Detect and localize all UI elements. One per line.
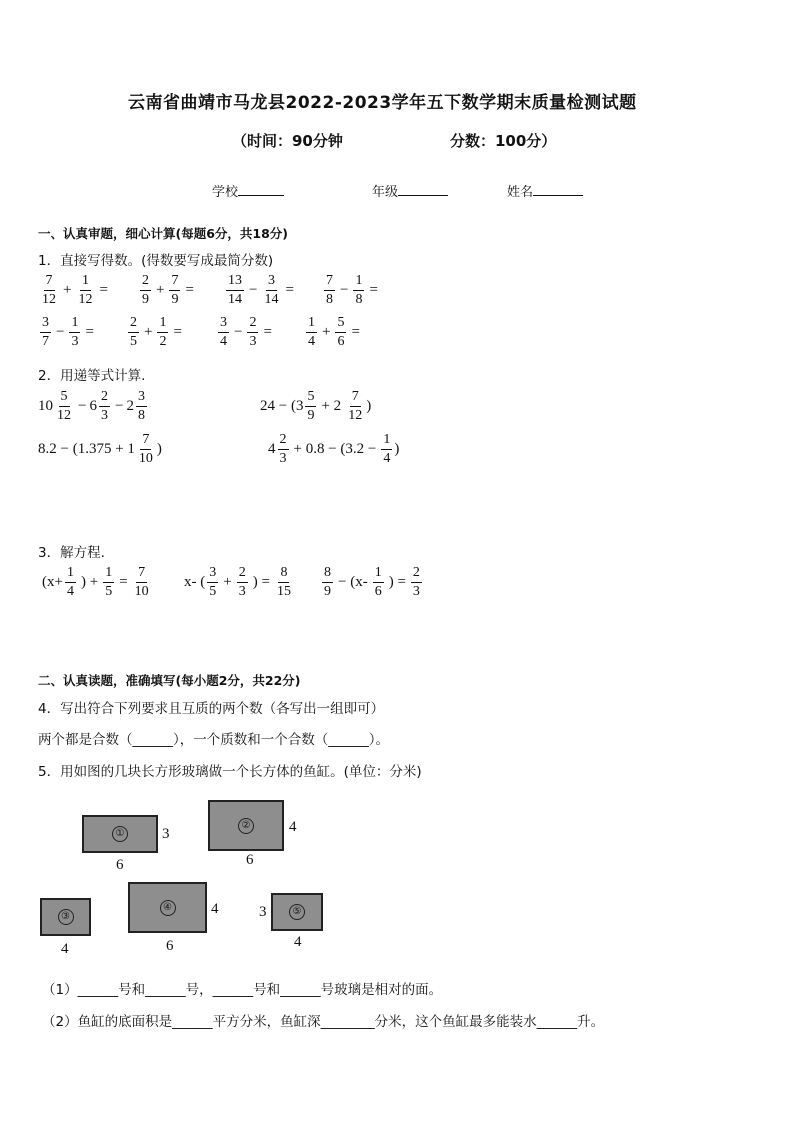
page-title: 云南省曲靖市马龙县2022-2023学年五下数学期末质量检测试题 [128,93,637,113]
panel-2-label: ② [238,818,254,834]
grade-label: 年级 [372,185,399,200]
glass-panel-5 [271,893,323,931]
q5-sub-2[interactable]: （2）鱼缸的底面积是______平方分米，鱼缸深________分米，这个鱼缸最多能装水______升。 [42,1014,605,1030]
panel-1-height: 3 [162,826,170,842]
q2-prompt: 2．用递等式计算. [38,368,146,384]
q1-expression: $\frac{3}{4}$ − $\frac{2}{3}$ = [220,315,272,349]
score-info: 分数：100分） [450,132,557,150]
glass-panel-2 [208,800,284,851]
school-field[interactable] [212,181,284,200]
glass-panel-4 [128,882,207,933]
time-info: （时间：90分钟 [232,132,343,150]
q1-expression: $\frac{7}{12}$ + $\frac{1}{12}$ = [42,273,108,307]
glass-panel-3 [40,898,91,936]
q4-answer-line[interactable]: 两个都是合数（______），一个质数和一个合数（______）。 [38,732,389,748]
panel-1-label: ① [112,826,128,842]
q1-expression: $\frac{2}{9}$ + $\frac{7}{9}$ = [142,273,194,307]
name-label: 姓名 [507,185,534,200]
panel-4-width: 6 [166,938,174,954]
q1-expression: $\frac{1}{4}$ + $\frac{5}{6}$ = [308,315,360,349]
q2-expr-1: 10 $\frac{5}{12}$ − 6 $\frac{2}{3}$ − 2 $\frac{3}{8}$ [38,389,145,423]
section2-heading: 二、认真读题，准确填写(每小题2分，共22分) [38,673,301,688]
q3-equation-3: $\frac{8}{9}$ − (x- $\frac{1}{6}$ ) = $\frac{2}{3}$ [324,565,420,599]
panel-4-label: ④ [160,900,176,916]
school-label: 学校 [212,185,239,200]
q1-expression: $\frac{7}{8}$ − $\frac{1}{8}$ = [326,273,378,307]
panel-3-width: 4 [61,941,69,957]
q1-expression: $\frac{3}{7}$ − $\frac{1}{3}$ = [42,315,94,349]
q4-prompt: 4．写出符合下列要求且互质的两个数（各写出一组即可） [38,701,385,717]
panel-2-height: 4 [289,819,297,835]
name-field[interactable] [507,181,583,200]
q1-expression: $\frac{13}{14}$ − $\frac{3}{14}$ = [228,273,294,307]
grade-field[interactable] [372,181,448,200]
q2-expr-3: 8.2 − (1.375 + 1 $\frac{7}{10}$ ) [38,432,162,466]
q1-prompt: 1．直接写得数。(得数要写成最简分数) [38,253,274,269]
q2-expr-4: 4 $\frac{2}{3}$ + 0.8 − (3.2 − $\frac{1}{4}$ ) [268,432,400,466]
panel-4-height: 4 [211,901,219,917]
q5-prompt: 5．用如图的几块长方形玻璃做一个长方体的鱼缸。(单位：分米) [38,764,422,780]
section1-heading: 一、认真审题，细心计算(每题6分，共18分) [38,226,289,241]
panel-2-width: 6 [246,852,254,868]
q3-equation-2: x- ( $\frac{3}{5}$ + $\frac{2}{3}$ ) = $\frac{8}{15}$ [184,565,291,599]
q5-sub-1[interactable]: （1）______号和______号，______号和______号玻璃是相对的面。 [42,982,443,998]
q3-prompt: 3．解方程. [38,545,105,561]
panel-5-height: 3 [259,904,267,920]
panel-5-label: ⑤ [289,904,305,920]
panel-1-width: 6 [116,857,124,873]
q3-equation-1: (x+ $\frac{1}{4}$ ) + $\frac{1}{5}$ = $\frac{7}{10}$ [42,565,149,599]
panel-3-label: ③ [58,909,74,925]
q1-expression: $\frac{2}{5}$ + $\frac{1}{2}$ = [130,315,182,349]
panel-5-width: 4 [294,934,302,950]
glass-panel-1 [82,815,158,853]
q2-expr-2: 24 − (3 $\frac{5}{9}$ + 2 $\frac{7}{12}$ ) [260,389,372,423]
